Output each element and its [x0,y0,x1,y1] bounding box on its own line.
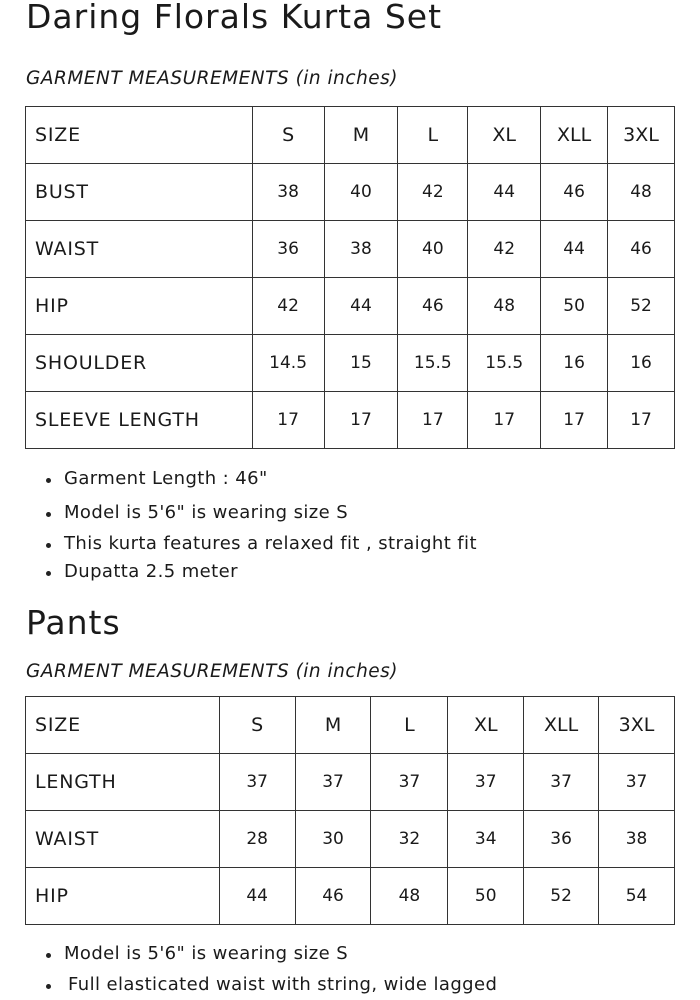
table-cell: 17 [252,392,324,449]
header-cell: SIZE [26,697,220,754]
table-cell: 17 [608,392,675,449]
table-row [26,392,675,449]
header-cell: S [252,107,324,164]
table-cell: 40 [324,164,398,221]
table-cell: 38 [252,164,324,221]
list-item [64,468,268,489]
table-cell: 40 [398,221,468,278]
note-text: Full elasticated waist with string, wide lagged [68,974,498,995]
list-item [64,561,238,582]
header-cell: S [219,697,295,754]
row-label: SLEEVE LENGTH [26,392,253,449]
table-cell: 37 [599,754,675,811]
table-cell: 36 [524,811,599,868]
header-cell: XL [448,697,524,754]
header-cell: XLL [524,697,599,754]
table-cell: 48 [468,278,541,335]
table-cell: 44 [324,278,398,335]
table-cell: 48 [371,868,448,925]
table-cell: 46 [541,164,608,221]
header-cell: M [324,107,398,164]
header-cell: L [398,107,468,164]
row-label: LENGTH [26,754,220,811]
table-cell: 38 [324,221,398,278]
row-label: WAIST [26,811,220,868]
table-cell: 44 [468,164,541,221]
row-label: WAIST [26,221,253,278]
header-cell: 3XL [599,697,675,754]
kurta-subtitle: GARMENT MEASUREMENTS (in inches) [26,68,399,89]
table-cell: 44 [541,221,608,278]
table-cell: 14.5 [252,335,324,392]
table-row [26,754,675,811]
table-cell: 37 [295,754,371,811]
note-text: Model is 5'6" is wearing size S [64,502,349,523]
row-label: HIP [26,278,253,335]
table-row [26,868,675,925]
table-cell: 37 [524,754,599,811]
row-label: SHOULDER [26,335,253,392]
table-cell: 16 [541,335,608,392]
table-cell: 46 [608,221,675,278]
header-cell: SIZE [26,107,253,164]
table-cell: 52 [524,868,599,925]
bullet-icon [46,543,51,548]
list-item [64,943,348,964]
table-cell: 42 [252,278,324,335]
table-cell: 34 [448,811,524,868]
kurta-size-table [25,106,675,449]
table-cell: 38 [599,811,675,868]
table-cell: 15.5 [398,335,468,392]
table-row [26,221,675,278]
pants-subtitle: GARMENT MEASUREMENTS (in inches) [26,661,399,682]
table-cell: 37 [371,754,448,811]
table-cell: 32 [371,811,448,868]
table-cell: 37 [219,754,295,811]
list-item [64,502,348,523]
table-cell: 37 [448,754,524,811]
note-text: This kurta features a relaxed fit , straight fit [64,533,477,554]
table-header-row [26,697,675,754]
table-cell: 54 [599,868,675,925]
table-cell: 50 [541,278,608,335]
table-cell: 17 [541,392,608,449]
table-cell: 48 [608,164,675,221]
table-row [26,164,675,221]
table-header-row [26,107,675,164]
table-row [26,335,675,392]
table-cell: 52 [608,278,675,335]
table-cell: 30 [295,811,371,868]
table-row [26,811,675,868]
bullet-icon [46,571,51,576]
pants-size-table [25,696,675,925]
table-cell: 17 [398,392,468,449]
bullet-icon [46,984,51,989]
table-cell: 36 [252,221,324,278]
table-cell: 17 [468,392,541,449]
list-item [64,974,497,995]
table-cell: 17 [324,392,398,449]
table-row [26,278,675,335]
list-item [64,533,477,554]
bullet-icon [46,953,51,958]
table-cell: 46 [398,278,468,335]
table-cell: 28 [219,811,295,868]
table-cell: 15 [324,335,398,392]
header-cell: XLL [541,107,608,164]
header-cell: L [371,697,448,754]
bullet-icon [46,478,51,483]
header-cell: 3XL [608,107,675,164]
row-label: BUST [26,164,253,221]
row-label: HIP [26,868,220,925]
table-cell: 16 [608,335,675,392]
table-cell: 42 [398,164,468,221]
header-cell: M [295,697,371,754]
kurta-title: Daring Florals Kurta Set [26,0,443,36]
note-text: Garment Length : 46" [64,468,268,489]
table-cell: 15.5 [468,335,541,392]
table-cell: 42 [468,221,541,278]
table-cell: 44 [219,868,295,925]
header-cell: XL [468,107,541,164]
table-cell: 50 [448,868,524,925]
note-text: Model is 5'6" is wearing size S [64,943,349,964]
table-cell: 46 [295,868,371,925]
bullet-icon [46,512,51,517]
pants-title: Pants [26,603,121,642]
note-text: Dupatta 2.5 meter [64,561,238,582]
